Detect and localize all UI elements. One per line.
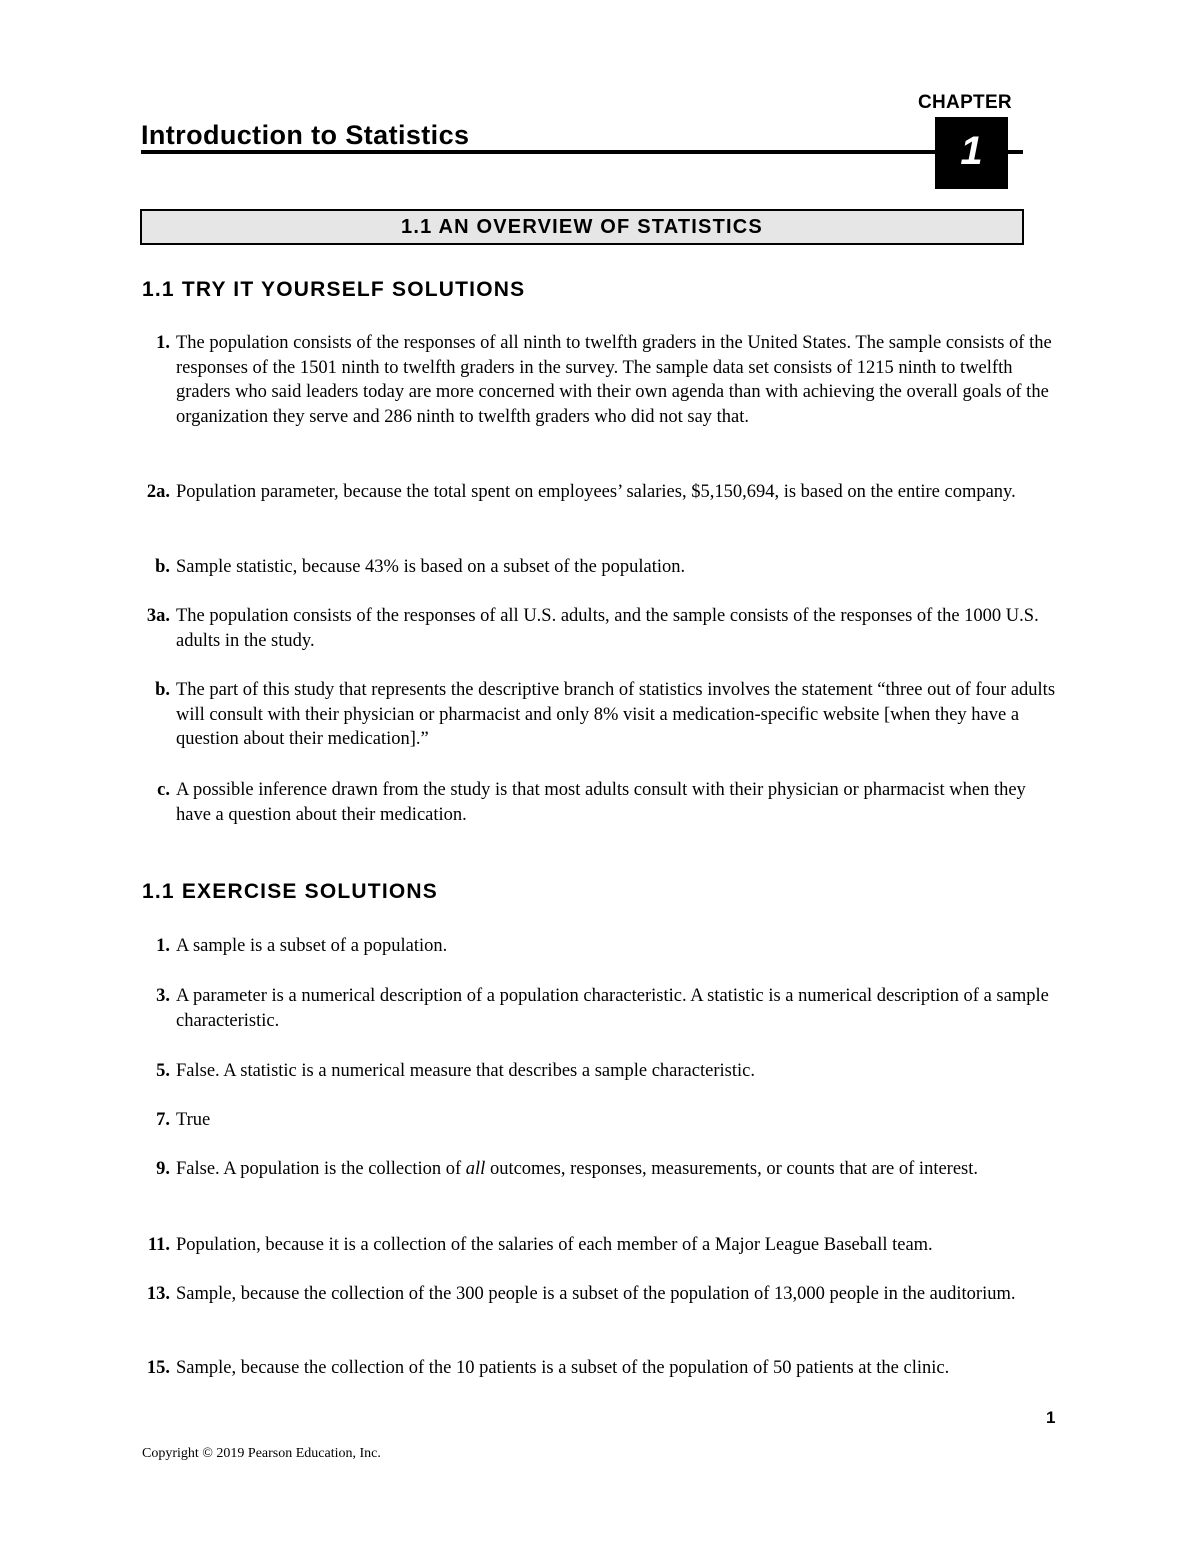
item-text: The population consists of the responses of all ninth to twelfth graders in the United States. The sample consists of the responses of the 1501 ninth to twelfth graders in the survey. The sample data set consists of 1215 ninth to twelfth graders who said leaders today are more concerned with their own agenda than with achieving the overall goals of the organization they serve and 286 ninth to twelfth graders who did not say that. [176, 333, 1052, 427]
copyright-notice: Copyright © 2019 Pearson Education, Inc. [142, 1446, 381, 1461]
item-text: Sample statistic, because 43% is based on a subset of the population. [176, 557, 686, 577]
try-it-heading: 1.1 TRY IT YOURSELF SOLUTIONS [142, 278, 526, 301]
item-text-emphasis: all [465, 1159, 486, 1179]
list-item [130, 984, 1065, 1033]
title-rule [141, 150, 1023, 154]
list-item [130, 1108, 1065, 1133]
item-number: b. [155, 557, 170, 577]
list-item [130, 331, 1065, 429]
item-text: False. A statistic is a numerical measure that describes a sample characteristic. [176, 1061, 755, 1081]
item-number: 7. [156, 1110, 170, 1130]
item-text: A parameter is a numerical description of a population characteristic. A statistic is a numerical description of a sample characteristic. [176, 986, 1049, 1031]
list-item [130, 934, 1065, 959]
page-title: Introduction to Statistics [141, 120, 470, 150]
item-number: 3. [156, 986, 170, 1006]
list-item [130, 678, 1065, 752]
list-item [130, 1356, 1065, 1381]
item-number: b. [155, 680, 170, 700]
item-number: 13. [146, 1284, 170, 1304]
item-text: True [176, 1110, 211, 1130]
item-text: Sample, because the collection of the 10 patients is a subset of the population of 50 patients at the clinic. [176, 1358, 950, 1378]
item-text: The part of this study that represents the descriptive branch of statistics involves the statement “three out of four adults will consult with their physician or pharmacist and only 8% visit a medication-specific website [when they have a question about their medication].” [176, 680, 1056, 749]
item-number: 5. [156, 1061, 170, 1081]
item-number: 3a. [146, 606, 170, 626]
chapter-number: 1 [960, 129, 983, 173]
item-text: A sample is a subset of a population. [176, 936, 448, 956]
item-number: 1. [156, 333, 170, 353]
list-item [130, 604, 1065, 653]
item-text-before: False. A population is the collection of [176, 1159, 466, 1179]
item-text [176, 1157, 1065, 1182]
item-number: 9. [156, 1159, 170, 1179]
exercise-heading: 1.1 EXERCISE SOLUTIONS [142, 880, 438, 903]
section-banner-text: 1.1 AN OVERVIEW OF STATISTICS [401, 216, 763, 238]
item-number: c. [157, 780, 170, 800]
item-number: 15. [146, 1358, 170, 1378]
chapter-number-box [935, 117, 1008, 189]
item-text: A possible inference drawn from the study is that most adults consult with their physician or pharmacist when they have a question about their medication. [176, 780, 1026, 825]
item-text: Sample, because the collection of the 300 people is a subset of the population of 13,000 people in the auditorium. [176, 1284, 1016, 1304]
section-banner [140, 209, 1024, 245]
item-number: 11. [147, 1235, 170, 1255]
list-item [130, 1282, 1065, 1307]
list-item [130, 1059, 1065, 1084]
list-item [130, 480, 1065, 505]
item-number: 1. [156, 936, 170, 956]
item-number: 2a. [146, 482, 170, 502]
item-text-after: outcomes, responses, measurements, or counts that are of interest. [485, 1159, 979, 1179]
list-item [130, 1233, 1065, 1258]
list-item [130, 778, 1065, 827]
item-text: Population parameter, because the total spent on employees’ salaries, $5,150,694, is based on the entire company. [176, 482, 1016, 502]
chapter-label: CHAPTER [918, 92, 1012, 113]
item-text: Population, because it is a collection of the salaries of each member of a Major League Baseball team. [176, 1235, 933, 1255]
item-text: The population consists of the responses of all U.S. adults, and the sample consists of the responses of the 1000 U.S. adults in the study. [176, 606, 1039, 651]
list-item [130, 1157, 1065, 1182]
list-item [130, 555, 1065, 580]
page-number: 1 [1046, 1408, 1056, 1427]
